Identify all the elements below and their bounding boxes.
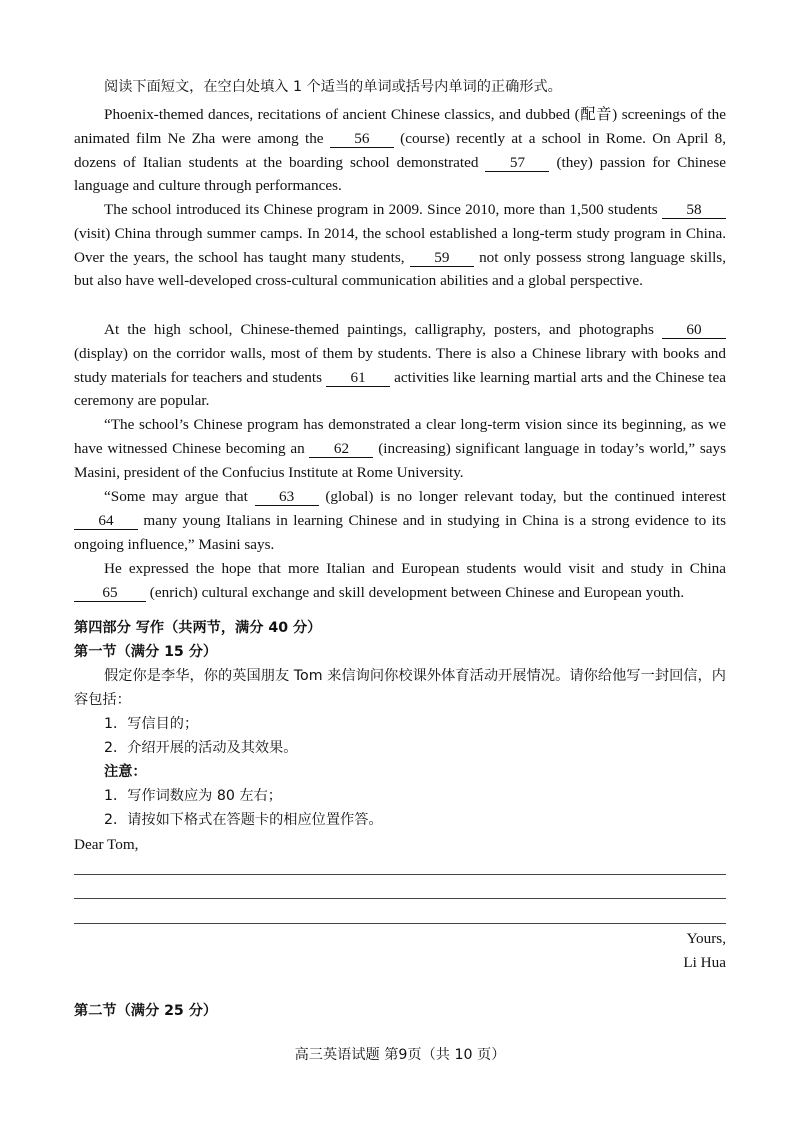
closing: Yours, — [686, 930, 726, 947]
blank-58[interactable]: 58 — [662, 202, 726, 219]
blank-63[interactable]: 63 — [255, 489, 319, 506]
p4-text-c: (increasing) significant language in today’s world,” says Masini, president of the Confucius Institute at Rome University. — [74, 439, 726, 481]
answer-line-3[interactable] — [74, 923, 726, 924]
p5-text-d: many young Italians in learning Chinese and in studying in China is a strong evidence to its ongoing influence,” Masini says. — [74, 511, 726, 553]
p2-text-a: The school introduced its Chinese program in 2009. Since 2010, more than 1,500 students — [104, 201, 662, 218]
blank-59[interactable]: 59 — [410, 250, 474, 267]
note-item-1: 1．写作词数应为 80 左右； — [104, 788, 282, 804]
p2-text-d: not only possess strong language skills, but also have well-developed cross-cultural communication abilities and a global perspective. — [74, 248, 726, 290]
blank-56[interactable]: 56 — [330, 131, 394, 148]
paragraph-4 — [74, 413, 726, 484]
signature: Li Hua — [683, 954, 726, 971]
paragraph-2 — [74, 198, 726, 293]
paragraph-1 — [74, 103, 726, 198]
note-title: 注意： — [104, 764, 147, 780]
blank-64[interactable]: 64 — [74, 513, 138, 530]
blank-65[interactable]: 65 — [74, 585, 146, 602]
p5-text-a: “Some may argue that — [104, 488, 255, 505]
p3-text-c: (display) on the corridor walls, most of them by students. There is also a Chinese library with books and study materials for teachers and students — [74, 344, 726, 386]
p6-text-c: (enrich) cultural exchange and skill development between Chinese and European youth. — [146, 583, 685, 601]
paragraph-3 — [74, 318, 726, 413]
paragraph-6 — [74, 557, 726, 605]
note-item-2: 2．请按如下格式在答题卡的相应位置作答。 — [104, 812, 383, 828]
blank-60[interactable]: 60 — [662, 322, 726, 339]
answer-line-1[interactable] — [74, 874, 726, 875]
task-item-1: 1．写信目的； — [104, 716, 199, 732]
p3-text-d: activities like learning martial arts and the Chinese tea ceremony are popular. — [74, 368, 726, 410]
writing-prompt: 假定你是李华，你的英国朋友 Tom 来信询问你校课外体育活动开展情况。请你给他写一封回信，内容包括： — [74, 668, 726, 708]
section-one-title: 第一节（满分 15 分） — [74, 644, 218, 660]
p1-text-c: (course) recently at a school in Rome. On April 8, dozens of Italian students at the boarding school demonstrated — [74, 129, 726, 171]
p1-text-d: (they) passion for Chinese language and culture through performances. — [74, 153, 726, 195]
blank-57[interactable]: 57 — [485, 155, 549, 172]
section-two-title: 第二节（满分 25 分） — [74, 1003, 218, 1019]
p1-text-a: Phoenix-themed dances, recitations of ancient Chinese classics, and dubbed (配音) screenings of the animated film Ne Zha were among the — [74, 106, 726, 147]
passage-instruction: 阅读下面短文，在空白处填入 1 个适当的单词或括号内单词的正确形式。 — [104, 79, 562, 95]
p2-text-c: (visit) China through summer camps. In 2014, the school established a long-term study program in China. Over the years, the school has taught many students, — [74, 224, 726, 266]
blank-62[interactable]: 62 — [309, 441, 373, 458]
task-item-2: 2．介绍开展的活动及其效果。 — [104, 740, 298, 756]
p3-text-a: At the high school, Chinese-themed paintings, calligraphy, posters, and photographs — [104, 321, 662, 338]
p4-text-a: “The school’s Chinese program has demonstrated a clear long-term vision since its beginning, as we have witnessed Chinese becoming an — [74, 416, 726, 457]
p6-text-a: He expressed the hope that more Italian and European students would visit and study in China — [104, 560, 726, 577]
answer-line-2[interactable] — [74, 898, 726, 899]
p5-text-c: (global) is no longer relevant today, but the continued interest — [318, 488, 726, 505]
paragraph-5 — [74, 485, 726, 556]
salutation: Dear Tom, — [74, 836, 139, 853]
page-footer: 高三英语试题 第9页（共 10 页） — [294, 1047, 506, 1063]
blank-61[interactable]: 61 — [326, 370, 390, 387]
part-four-title: 第四部分 写作（共两节，满分 40 分） — [74, 620, 322, 636]
